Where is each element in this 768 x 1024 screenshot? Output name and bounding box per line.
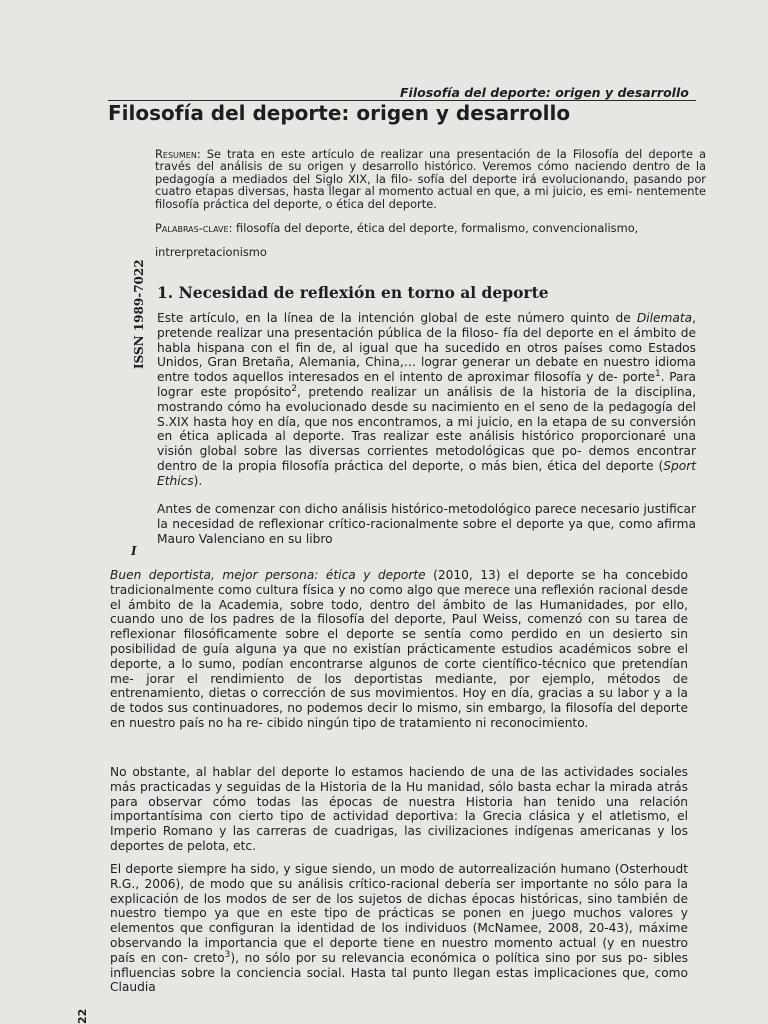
abstract-label: Resumen: [155, 147, 197, 161]
article-title: Filosofía del deporte: origen y desarrollo: [108, 101, 571, 125]
keywords: [155, 222, 706, 234]
running-header: Filosofía del deporte: origen y desarrollo: [400, 85, 689, 100]
footnote-ref[interactable]: 3: [224, 949, 231, 960]
body-paragraph-3: [110, 862, 688, 995]
text-run: ).: [193, 473, 203, 488]
abstract-text: : Se trata en este artículo de realizar una presentación de la Filosofía del deporte a través del análisis de su origen y desarrollo histórico. Veremos cómo naciendo dentro de la pedagogía a mediados del Siglo XIX, la filo- sofía del deporte irá evolucionando, pasando por cuatro etapas diversas, hasta llegar al momento actual en que, a mi juicio, es emi- nentemente filosofía práctica del deporte, o ética del deporte.: [155, 147, 706, 211]
issn-label: ISSN 1989-7022: [132, 259, 146, 369]
footnote-ref[interactable]: 2: [291, 383, 297, 394]
text-run: ), no sólo por su relevancia económica o política sino por sus po- sibles influencias sobre la conciencia social. Hasta tal punto llegan estas implicaciones que, como Claudia: [110, 950, 688, 995]
folio-mark: I: [131, 544, 137, 558]
text-run: , pretende realizar una presentación pública de la filoso- fía del deporte en el ámbito de habla hispana con el fin de, al igual que ha sucedido en otros países como Estados Unidos, Gran Bretaña, Alemania, China,… lograr generar un debate en nuestro idioma entre todos aquellos interesados en el intento de aproximar filosofía y de- porte: [157, 311, 696, 385]
keywords-text: : filosofía del deporte, ética del deporte, formalismo, convencionalismo,: [228, 221, 639, 235]
abstract: [155, 148, 706, 210]
intro-paragraph: [157, 311, 696, 489]
book-title: Buen deportista, mejor persona: ética y deporte: [110, 568, 426, 582]
text-run: Este artículo, en la línea de la intención global de este número quinto de: [157, 311, 637, 325]
text-run: , pretendo realizar un análisis de la historia de la disciplina, mostrando cómo ha evolucionado desde su nacimiento en el seno de la pedagogía del S.XIX hasta hoy en día, que nos encontramos, a mi juicio, en la etapa de su conversión en ética aplicada al deporte. Tras realizar este análisis histórico proporcionaré una visión global sobre las diversas corrientes metodológicas que po- demos encontrar dentro de la propia filosofía práctica del deporte, o más bien, ética del deporte (: [157, 384, 696, 473]
section-heading: 1. Necesidad de reflexión en torno al deporte: [157, 283, 549, 302]
second-paragraph: Antes de comenzar con dicho análisis histórico-metodológico parece necesario justificar la necesidad de reflexionar crítico-racionalmente sobre el deporte ya que, como afirma Mauro Valenciano en su libro: [157, 502, 696, 546]
text-run: El deporte siempre ha sido, y sigue siendo, un modo de autorrealización humano (Osterhoudt R.G., 2006), de modo que su análisis crítico-racional debería ser importante no sólo para la explicación de los modos de ser de los sujetos de dichas épocas históricas, sino también de nuestro tiempo ya que en este tipo de prácticas se ponen en juego muchos valores y elementos que configuran la identidad de los individuos (McNamee, 2008, 20-43), máxime observando la importancia que el deporte tiene en nuestro momento actual (y en nuestro país en con- creto: [110, 862, 688, 965]
text-run: . Para lograr este propósito: [157, 370, 696, 399]
italic-term: Sport Ethics: [157, 458, 696, 488]
text-run: (2010, 13) el deporte se ha concebido tradicionalmente como cultura física y no como algo que merece una reflexión racional desde el ámbito de la Academia, sobre todo, dentro del ámbito de las Humanidades, por ello, cuando uno de los padres de la filosofía del deporte, Paul Weiss, comenzó con su tarea de reflexionar filosóficamente sobre el deporte se sentía como perdido en un desierto sin posibilidad de guía alguna ya que no existían prácticamente estudios académicos sobre el deporte, a lo sumo, podían encontrarse algunos de corte científico-técnico que pretendían me- jorar el rendimiento de los deportistas mediante, por ejemplo, métodos de entrenamiento, dietas o corrección de sus movimientos. Hoy en día, gracias a su labor y a la de todos sus continuadores, no podemos decir lo mismo, sin embargo, la filosofía del deporte en nuestro país no ha re- cibido ningún tipo de tratamiento ni reconocimiento.: [110, 568, 688, 730]
journal-name: Dilemata: [636, 311, 693, 325]
keywords-label: Palabras-clave: [155, 221, 229, 235]
page-number: 22: [76, 1008, 89, 1024]
footnote-ref[interactable]: 1: [654, 369, 661, 380]
body-paragraph-2: No obstante, al hablar del deporte lo estamos haciendo de una de las actividades sociales más practicadas y seguidas de la Historia de la Hu manidad, sólo basta echar la mirada atrás para observar cómo todas las épocas de nuestra Historia han tenido una relación importantísima con cierto tipo de actividad deportiva: la Grecia clásica y el atletismo, el Imperio Romano y las carreras de cuadrigas, las civilizaciones indígenas americanas y los deportes de pelota, etc.: [110, 765, 688, 853]
body-paragraph-1: [110, 568, 688, 731]
keywords-continuation: intrerpretacionismo: [155, 245, 267, 259]
